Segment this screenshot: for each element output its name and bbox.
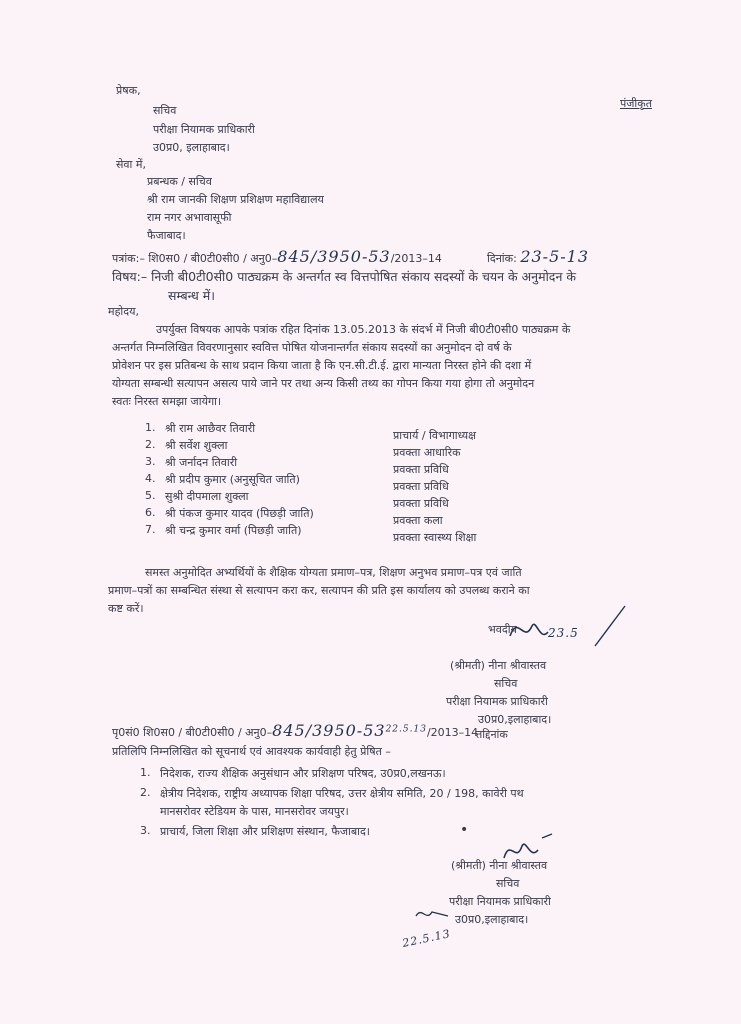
endorsement-ref — [112, 721, 478, 740]
endorsement-small-date: 22.5.13 — [385, 724, 427, 735]
salutation: महोदय, — [108, 305, 139, 318]
member-post: प्रवक्ता प्रविधि — [393, 463, 449, 476]
para2-line-1: समस्त अनुमोदित अभ्यर्थियों के शैक्षिक योग्यता प्रमाण–पत्र, शिक्षण अनुभव प्रमाण–पत्र एवं जाति — [145, 566, 522, 579]
member-name: श्री पंकज कुमार यादव (पिछड़ी जाति) — [165, 507, 314, 520]
patrank-suffix: /2013–14 — [390, 252, 442, 265]
member-no: 7. — [145, 523, 156, 536]
para1-line-2: अन्तर्गत निम्नलिखित विवरणानुसार स्ववित्त पोषित योजनान्तर्गत संकाय सदस्यों का अनुमोदन दो वर्ष के — [112, 341, 512, 354]
member-no: 6. — [145, 506, 156, 519]
member-name: श्री सर्वेश शुक्ला — [165, 439, 228, 452]
endorsement-handwritten: 845/3950-53 — [272, 721, 386, 740]
closing: भवदीय — [488, 623, 517, 636]
para1-line-5: स्वतः निरस्त समझा जायेगा। — [112, 395, 222, 408]
endorsement-item-no: 2. — [140, 786, 151, 799]
date-line — [487, 247, 589, 266]
date-handwritten: 23-5-13 — [520, 247, 590, 266]
para1-line-4: योग्यता सम्बन्धी सत्यापन असत्य पाये जाने पर तथा अन्य किसी तथ्य का गोपन किया गया होगा तो अनुमोदन — [112, 377, 535, 390]
member-no: 3. — [145, 455, 156, 468]
date-label: दिनांक: — [487, 252, 517, 265]
para2-line-2: प्रमाण–पत्रों का सम्बन्धित संस्था से सत्यापन करा कर, सत्यापन की प्रति इस कार्यालय को उपलब्ध कराने का — [108, 584, 530, 597]
member-post: प्रवक्ता स्वास्थ्य शिक्षा — [393, 531, 477, 544]
subject-line-2: सम्बन्ध में। — [168, 288, 215, 303]
recipient-line-4: फैजाबाद। — [147, 229, 186, 242]
sig2-date-handwritten: 22.5.13 — [401, 927, 452, 950]
sig1-name: (श्रीमती) नीना श्रीवास्तव — [450, 659, 547, 672]
member-no: 2. — [145, 438, 156, 451]
endorsement-item-line: प्राचार्य, जिला शिक्षा और प्रशिक्षण संस्थान, फैजाबाद। — [160, 825, 370, 838]
member-name: श्री जर्नादन तिवारी — [165, 456, 238, 469]
subject-line-1 — [112, 268, 576, 285]
sender-line-3: उ0प्र0, इलाहाबाद। — [153, 141, 230, 154]
signature-initial-date: 23.5 — [548, 626, 579, 640]
to-label: सेवा में, — [116, 158, 146, 171]
sig1-office: परीक्षा नियामक प्राधिकारी — [446, 695, 548, 708]
endorsement-suffix: /2013–14 — [426, 726, 479, 739]
para1-line-3: प्रोवेशन पर इस प्रतिबन्ध के साथ प्रदान किया जाता है कि एन.सी.टी.ई. द्वारा मान्यता निरस्त होने की दशा में — [112, 359, 532, 372]
endorsement-item-line: क्षेत्रीय निदेशक, राष्ट्रीय अध्यापक शिक्षा परिषद, उत्तर क्षेत्रीय समिति, 20 / 198, कावेरी पथ — [160, 787, 524, 800]
member-post: प्रवक्ता प्रविधि — [393, 497, 449, 510]
member-no: 4. — [145, 472, 156, 485]
sig2-designation: सचिव — [496, 877, 520, 890]
endorsement-item-no: 3. — [140, 824, 151, 837]
patrank-handwritten: 845/3950-53 — [277, 247, 391, 266]
recipient-line-2: श्री राम जानकी शिक्षण प्रशिक्षण महाविद्यालय — [147, 193, 324, 206]
member-post: प्रवक्ता आधारिक — [393, 446, 461, 459]
endorsement-prefix: पृ0सं0 शि0स0 / बी0टी0सी0 / अनु0– — [112, 726, 273, 739]
member-no: 1. — [145, 421, 156, 434]
member-post: प्रवक्ता प्रविधि — [393, 480, 449, 493]
sig1-place: उ0प्र0,इलाहाबाद। — [478, 713, 552, 726]
sender-line-2: परीक्षा नियामक प्राधिकारी — [153, 123, 255, 136]
endorsement-item-line: निदेशक, राज्य शैक्षिक अनुसंधान और प्रशिक्षण परिषद, उ0प्र0,लखनऊ। — [160, 767, 446, 780]
member-name: सुश्री दीपमाला शुक्ला — [165, 490, 249, 503]
endorsement-date: तद्दिनांक — [476, 728, 508, 741]
para2-line-3: कष्ट करें। — [108, 602, 144, 615]
sender-label: प्रेषक, — [116, 84, 141, 97]
para1-line-1: उपर्युक्त विषयक आपके पत्रांक रहित दिनांक 13.05.2013 के संदर्भ में निजी बी0टी0सी0 पाठ्यक्रम के — [156, 323, 571, 336]
dot-mark: • — [460, 822, 469, 838]
member-no: 5. — [145, 489, 156, 502]
patrank-line — [112, 247, 442, 266]
subject-label: विषय:– — [112, 269, 148, 284]
endorsement-item-line-2: मानसरोवर स्टेडियम के पास, मानसरोवर जयपुर। — [160, 805, 349, 818]
patrank-prefix: पत्रांक:– शि0स0 / बी0टी0सी0 / अनु0– — [112, 252, 278, 265]
sig2-place: उ0प्र0,इलाहाबाद। — [455, 913, 529, 926]
sig2-name: (श्रीमती) नीना श्रीवास्तव — [451, 859, 548, 872]
member-post: प्राचार्य / विभागाध्यक्ष — [393, 429, 477, 442]
recipient-line-1: प्रबन्धक / सचिव — [147, 175, 212, 188]
endorsement-intro: प्रतिलिपि निम्नलिखित को सूचनार्थ एवं आवश्यक कार्यवाही हेतु प्रेषित – — [112, 745, 391, 758]
initial-mark — [412, 902, 452, 924]
member-name: श्री राम आछैवर तिवारी — [165, 422, 256, 435]
member-post: प्रवक्ता कला — [393, 514, 443, 527]
member-name: श्री प्रदीप कुमार (अनुसूचित जाति) — [165, 473, 300, 486]
registered-mark: पंजीकृत — [620, 97, 652, 110]
sender-line-1: सचिव — [153, 104, 177, 117]
subject-text-1: निजी बी0टी0सी0 पाठ्यक्रम के अन्तर्गत स्व वित्तपोषित संकाय सदस्यों के चयन के अनुमोदन के — [151, 269, 576, 284]
recipient-line-3: राम नगर अभावासूफी — [147, 211, 232, 224]
sig2-office: परीक्षा नियामक प्राधिकारी — [449, 895, 551, 908]
endorsement-item-no: 1. — [140, 766, 151, 779]
sig1-designation: सचिव — [494, 677, 518, 690]
member-name: श्री चन्द्र कुमार वर्मा (पिछड़ी जाति) — [165, 524, 302, 537]
